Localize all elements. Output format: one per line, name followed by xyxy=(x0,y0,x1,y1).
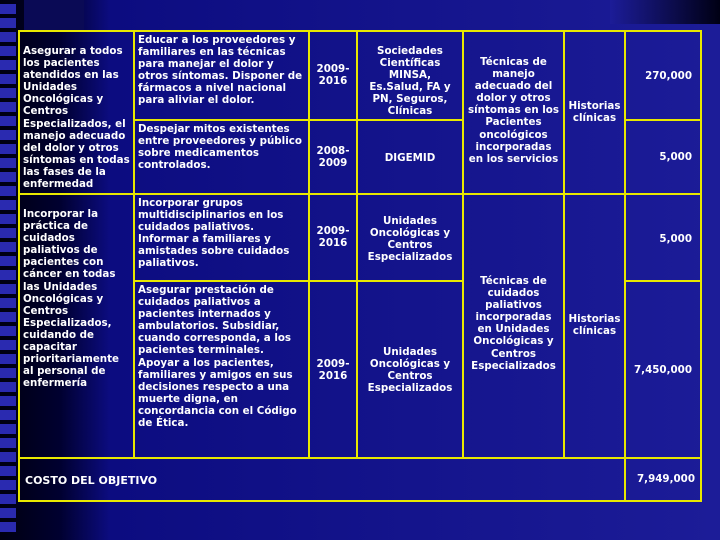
total-label: COSTO DEL OBJETIVO xyxy=(18,457,626,502)
period-2a: 2009-2016 xyxy=(308,193,358,282)
period-1a: 2009-2016 xyxy=(308,30,358,121)
corner-shade xyxy=(610,0,720,24)
responsible-2b: Unidades Oncológicas y Centros Especializados xyxy=(356,280,464,459)
cost-2b: 7,450,000 xyxy=(624,280,702,459)
activity-1a: Educar a los proveedores y familiares en las técnicas para manejar el dolor y otros síntomas. Disponer de fármacos a nivel nacional para aliviar el dolor. xyxy=(133,30,310,121)
top-band xyxy=(24,0,84,30)
total-value: 7,949,000 xyxy=(624,457,702,502)
responsible-1a: Sociedades Científicas MINSA, Es.Salud, FA y PN, Seguros, Clínicas xyxy=(356,30,464,121)
period-2b: 2009-2016 xyxy=(308,280,358,459)
objective-2: Incorporar la práctica de cuidados paliativos de pacientes con cáncer en todas las Unidades Oncológicas y Centros Especializados, cuidando de capacitar prioritariamente al personal de enfermería xyxy=(18,193,135,459)
indicator-1: Técnicas de manejo adecuado del dolor y otros síntomas en los Pacientes oncológicos incorporadas en los servicios xyxy=(462,30,565,195)
period-1b: 2008-2009 xyxy=(308,119,358,195)
responsible-2a: Unidades Oncológicas y Centros Especializados xyxy=(356,193,464,282)
cost-2a: 5,000 xyxy=(624,193,702,282)
activity-2a: Incorporar grupos multidisciplinarios en los cuidados paliativos. Informar a familiares y amistades sobre cuidados paliativos. xyxy=(133,193,310,282)
responsible-1b: DIGEMID xyxy=(356,119,464,195)
plan-table xyxy=(18,30,702,502)
indicator-2: Técnicas de cuidados paliativos incorporadas en Unidades Oncológicas y Centros Especializados xyxy=(462,193,565,459)
activity-1b: Despejar mitos existentes entre proveedores y público sobre medicamentos controlados. xyxy=(133,119,310,195)
verification-2: Historias clínicas xyxy=(563,193,626,459)
verification-1: Historias clínicas xyxy=(563,30,626,195)
cost-1a: 270,000 xyxy=(624,30,702,121)
activity-2b: Asegurar prestación de cuidados paliativos a pacientes internados y ambulatorios. Subsidiar, cuando corresponda, a los pacientes terminales. Apoyar a los pacientes, familiares y amigos en sus decisiones respecto a una muerte digna, en concordancia con el Código de Ética. xyxy=(133,280,310,459)
objective-1: Asegurar a todos los pacientes atendidos en las Unidades Oncológicas y Centros Especializados, el manejo adecuado del dolor y otros síntomas en todas las fases de la enfermedad xyxy=(18,30,135,195)
cost-1b: 5,000 xyxy=(624,119,702,195)
